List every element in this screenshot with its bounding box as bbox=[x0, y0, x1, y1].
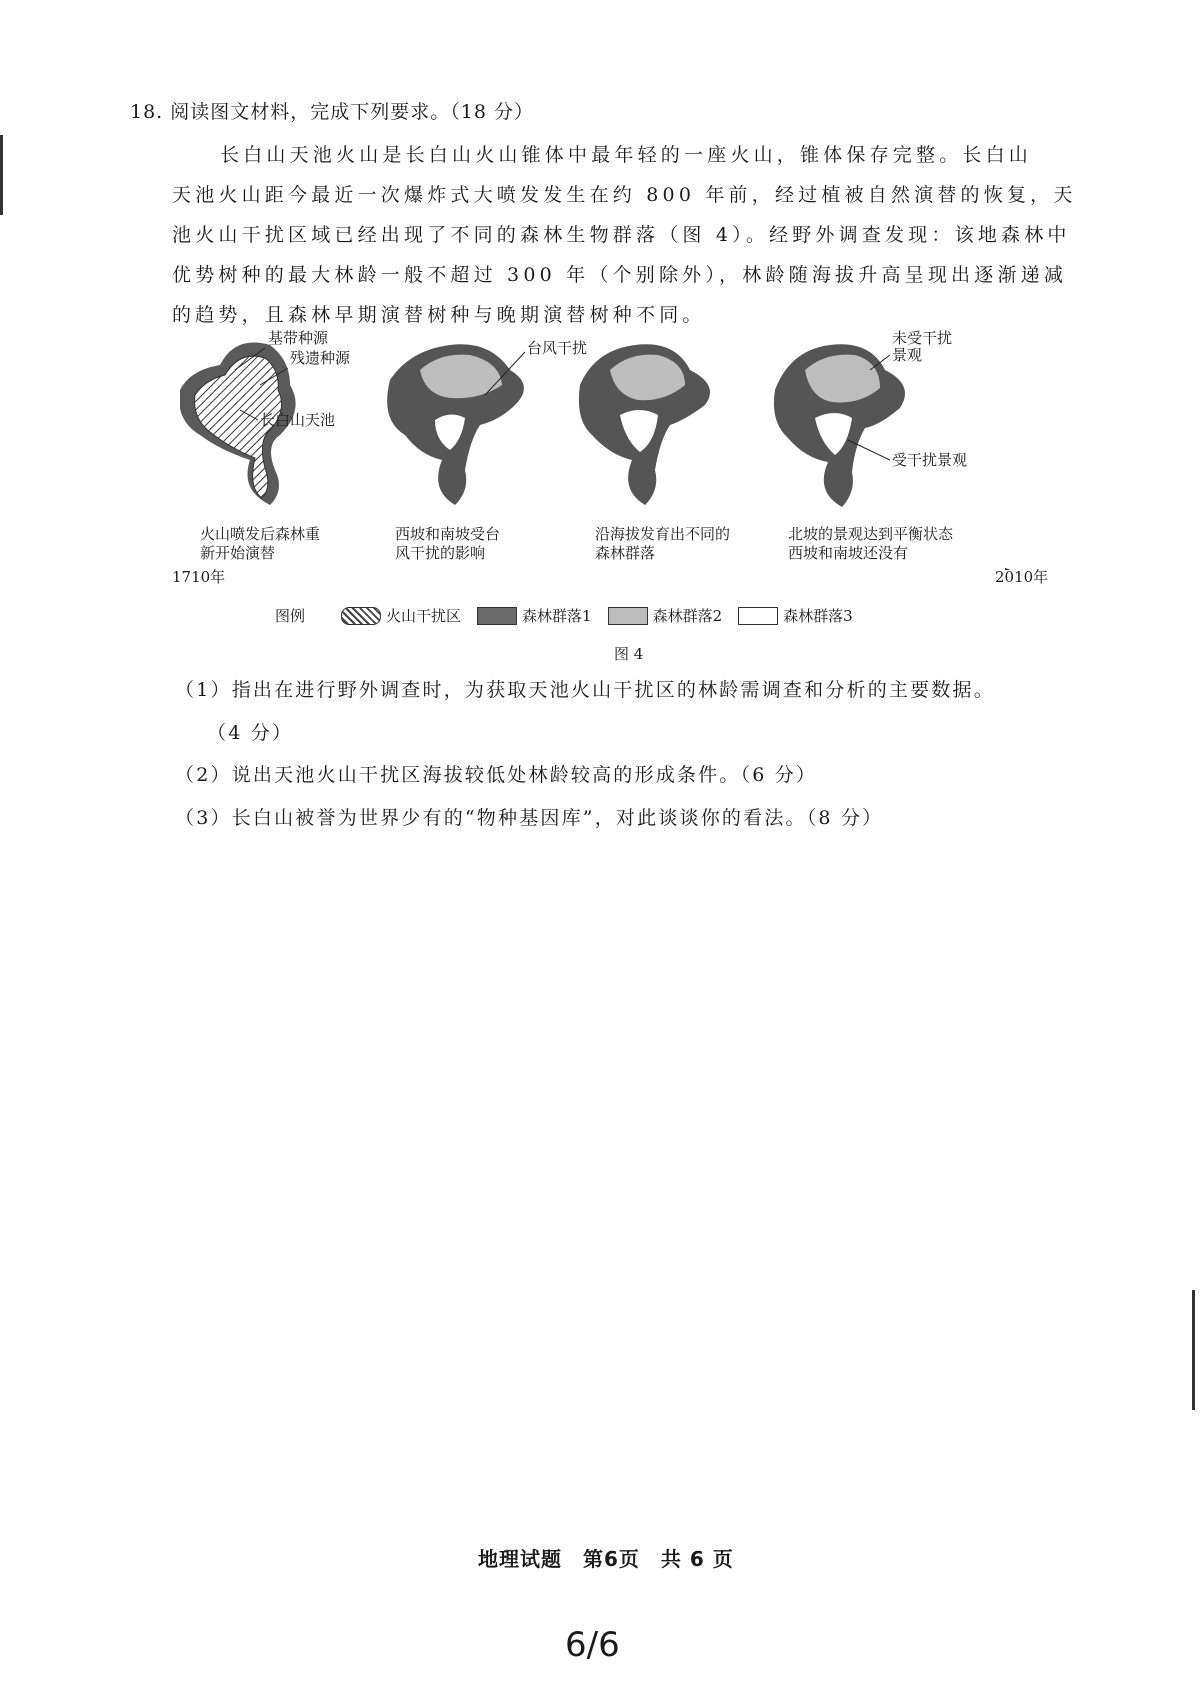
year-start: 1710年 bbox=[172, 568, 226, 586]
label-typhoon-disturbance: 台风干扰 bbox=[527, 339, 588, 357]
question-title: 18. 阅读图文材料，完成下列要求。（18 分） bbox=[130, 101, 534, 123]
stage-caption-4: 北坡的景观达到平衡状态 西坡和南坡还没有 bbox=[788, 525, 954, 562]
material-line: 池火山干扰区域已经出现了不同的森林生物群落（图 4）。经野外调查发现：该地森林中 bbox=[172, 224, 1071, 246]
label-landscape: 景观 bbox=[892, 346, 923, 364]
figure-4 bbox=[172, 329, 1050, 625]
sub-question-1-score: （4 分） bbox=[207, 722, 294, 744]
sub-question-3: （3）长白山被誉为世界少有的“物种基因库”，对此谈谈你的看法。（8 分） bbox=[175, 807, 884, 829]
label-base-seed-source: 基带种源 bbox=[268, 329, 329, 347]
material-line: 的趋势，且森林早期演替树种与晚期演替树种不同。 bbox=[172, 304, 706, 326]
stage-caption-1: 火山喷发后森林重 新开始演替 bbox=[200, 525, 321, 562]
legend-item-volcanic: 火山干扰区 bbox=[341, 605, 461, 626]
map-panel-4 bbox=[774, 344, 905, 507]
sub-question-2: （2）说出天池火山干扰区海拔较低处林龄较高的形成条件。（6 分） bbox=[175, 764, 818, 786]
page-indicator: 6/6 bbox=[565, 1625, 620, 1665]
legend-item-forest-1: 森林群落1 bbox=[477, 605, 592, 626]
legend-title: 图例 bbox=[275, 607, 306, 625]
label-tianchi-lake: 长白山天池 bbox=[260, 411, 336, 429]
material-line: 天池火山距今最近一次爆炸式大喷发发生在约 800 年前，经过植被自然演替的恢复，天 bbox=[172, 184, 1077, 206]
gray-swatch-icon bbox=[608, 607, 648, 625]
question-material bbox=[172, 135, 1077, 335]
label-disturbed-landscape: 受干扰景观 bbox=[892, 451, 968, 469]
page-footer: 地理试题 第6页 共 6 页 bbox=[478, 1547, 734, 1571]
hatch-swatch-icon bbox=[341, 607, 381, 625]
scan-edge-mark bbox=[0, 135, 3, 215]
sub-question-1: （1）指出在进行野外调查时，为获取天池火山干扰区的林龄需调查和分析的主要数据。 bbox=[175, 679, 995, 701]
map-panel-2 bbox=[387, 344, 524, 505]
year-end: 2010年 bbox=[995, 568, 1049, 586]
white-swatch-icon bbox=[738, 607, 778, 625]
material-line: 长白山天池火山是长白山火山锥体中最年轻的一座火山，锥体保存完整。长白山 bbox=[220, 144, 1033, 166]
stage-caption-2: 西坡和南坡受台 风干扰的影响 bbox=[395, 525, 501, 562]
label-undisturbed: 未受干扰 bbox=[892, 329, 953, 347]
legend-item-forest-2: 森林群落2 bbox=[608, 605, 723, 626]
material-line: 优势树种的最大林龄一般不超过 300 年（个别除外），林龄随海拔升高呈现出逐渐递减 bbox=[172, 264, 1068, 286]
map-panel-3 bbox=[579, 344, 710, 505]
legend bbox=[275, 605, 853, 626]
stage-caption-3: 沿海拔发育出不同的 森林群落 bbox=[595, 525, 731, 562]
dark-swatch-icon bbox=[477, 607, 517, 625]
legend-item-forest-3: 森林群落3 bbox=[738, 605, 853, 626]
figure-caption: 图 4 bbox=[614, 645, 644, 663]
label-relic-seed-source: 残遗种源 bbox=[290, 349, 351, 367]
scan-edge-mark bbox=[1192, 1290, 1195, 1410]
